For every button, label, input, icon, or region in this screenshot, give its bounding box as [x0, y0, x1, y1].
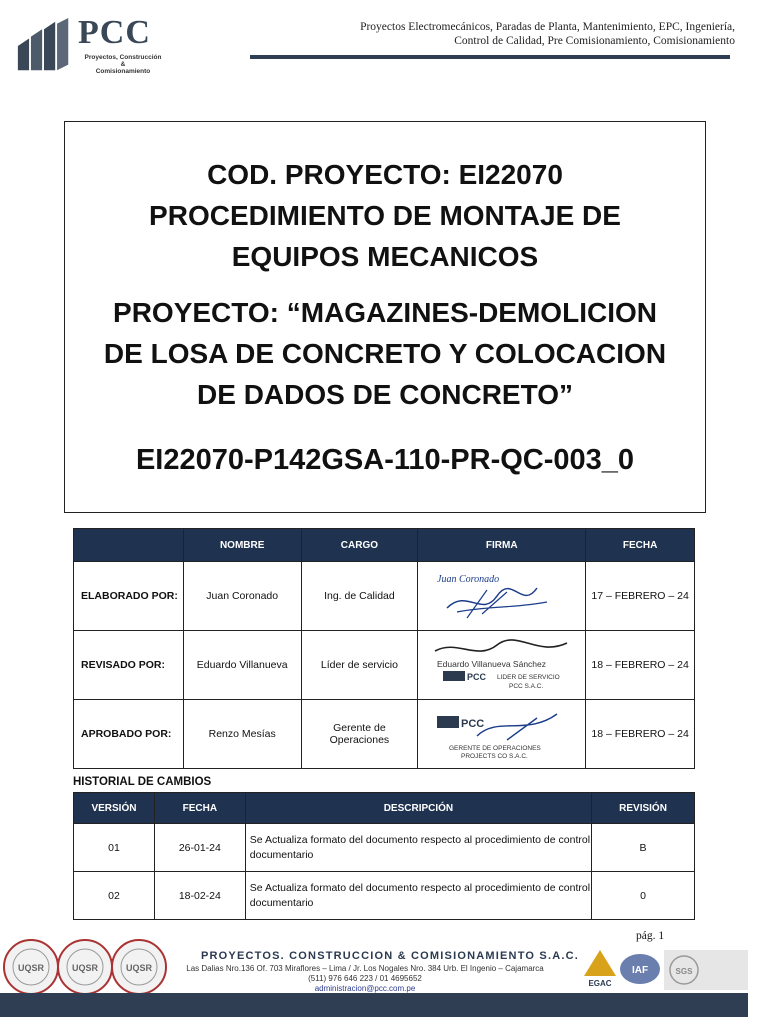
- name-cell: Renzo Mesías: [183, 700, 301, 769]
- iaf-logo-icon: [618, 952, 662, 986]
- egac-logo-icon: [582, 948, 618, 988]
- svg-text:PCC S.A.C.: PCC S.A.C.: [508, 683, 544, 690]
- date-cell: 17 – FEBRERO – 24: [586, 562, 695, 631]
- svg-text:UQSR: UQSR: [17, 963, 45, 973]
- footer-bar: [0, 993, 748, 1017]
- svg-text:UQSR: UQSR: [71, 963, 99, 973]
- header-cell: DESCRIPCIÓN: [245, 793, 591, 824]
- project-name: PROYECTO: “MAGAZINES-DEMOLICION DE LOSA DE CONCRETO Y COLOCACION DE DADOS DE CONCRETO”: [103, 297, 667, 410]
- version-cell: 01: [74, 824, 155, 872]
- header-cell: FIRMA: [418, 529, 586, 562]
- project-title: COD. PROYECTO: EI22070 PROCEDIMIENTO DE MONTAJE DE EQUIPOS MECANICOS: [149, 159, 621, 272]
- page-number: pág. 1: [636, 930, 665, 942]
- cargo-cell: Líder de servicio: [301, 631, 418, 700]
- name-cell: Juan Coronado: [183, 562, 301, 631]
- signature-image: [427, 568, 577, 624]
- svg-text:PROJECTS CO S.A.C.: PROJECTS CO S.A.C.: [460, 753, 528, 760]
- approval-table: [73, 528, 695, 769]
- svg-text:GERENTE DE OPERACIONES: GERENTE DE OPERACIONES: [448, 745, 541, 752]
- svg-text:EGAC: EGAC: [588, 979, 612, 988]
- role-cell: APROBADO POR:: [74, 700, 184, 769]
- signature-cell: [418, 700, 586, 769]
- sgs-logo-icon: [664, 950, 748, 990]
- header-cell: REVISIÓN: [592, 793, 695, 824]
- role-cell: ELABORADO POR:: [74, 562, 184, 631]
- history-table: [73, 792, 695, 920]
- signature-cell: [418, 631, 586, 700]
- uqsr-certification-seal-icon: [56, 938, 114, 996]
- header-cell: [74, 529, 184, 562]
- table-header-row: [74, 793, 695, 824]
- footer-company-name: PROYECTOS. CONSTRUCCION & COMISIONAMIENTO S.A.C.: [200, 950, 580, 962]
- header-cell: FECHA: [154, 793, 245, 824]
- svg-text:UQSR: UQSR: [125, 963, 153, 973]
- header-divider: [250, 55, 730, 59]
- svg-text:PCC: PCC: [460, 718, 484, 730]
- pcc-logo-icon: [14, 18, 74, 74]
- svg-text:IAF: IAF: [631, 965, 649, 976]
- signature-stamp-image: [427, 637, 577, 693]
- name-cell: Eduardo Villanueva: [183, 631, 301, 700]
- version-cell: 02: [74, 872, 155, 920]
- svg-text:LIDER DE SERVICIO: LIDER DE SERVICIO: [496, 674, 560, 681]
- revision-cell: B: [592, 824, 695, 872]
- table-row: [74, 631, 695, 700]
- services-tagline: Proyectos Electromecánicos, Paradas de Planta, Mantenimiento, EPC, Ingeniería, Control de Calidad, Pre Comisionamiento, Comisionamiento: [360, 21, 735, 47]
- signature-stamp-image: [427, 706, 577, 762]
- svg-text:Juan Coronado: Juan Coronado: [436, 574, 499, 585]
- table-row: [74, 824, 695, 872]
- document-code: EI22070-P142GSA-110-PR-QC-003_0: [135, 444, 635, 476]
- header-cell: CARGO: [301, 529, 418, 562]
- header-cell: VERSIÓN: [74, 793, 155, 824]
- svg-text:Eduardo Villanueva Sánchez: Eduardo Villanueva Sánchez: [436, 659, 546, 669]
- header-cell: NOMBRE: [183, 529, 301, 562]
- logo-text: PCC: [78, 14, 151, 51]
- date-cell: 18-02-24: [154, 872, 245, 920]
- date-cell: 26-01-24: [154, 824, 245, 872]
- table-row: [74, 872, 695, 920]
- title-box: [64, 121, 706, 513]
- svg-text:PCC: PCC: [466, 672, 486, 682]
- cargo-cell: Ing. de Calidad: [301, 562, 418, 631]
- header-cell: FECHA: [586, 529, 695, 562]
- role-cell: REVISADO POR:: [74, 631, 184, 700]
- table-header-row: [74, 529, 695, 562]
- table-row: [74, 700, 695, 769]
- history-title: HISTORIAL DE CAMBIOS: [73, 776, 212, 788]
- cargo-cell: Gerente de Operaciones: [301, 700, 418, 769]
- uqsr-certification-seal-icon: [2, 938, 60, 996]
- date-cell: 18 – FEBRERO – 24: [586, 631, 695, 700]
- svg-text:SGS: SGS: [675, 967, 693, 976]
- signature-cell: [418, 562, 586, 631]
- revision-cell: 0: [592, 872, 695, 920]
- footer-contact: Las Dalias Nro.136 Of. 703 Miraflores – Lima / Jr. Los Nogales Nro. 384 Urb. El Ingenio – Cajamarca (511) 976 646 223 / 01 4695652 administracion@pcc.com.pe: [186, 964, 544, 993]
- table-row: [74, 562, 695, 631]
- logo-subtitle: Proyectos, Construcción & Comisionamiento: [84, 54, 162, 75]
- description-cell: Se Actualiza formato del documento respecto al procedimiento de control documentario: [245, 824, 591, 872]
- description-cell: Se Actualiza formato del documento respecto al procedimiento de control documentario: [245, 872, 591, 920]
- date-cell: 18 – FEBRERO – 24: [586, 700, 695, 769]
